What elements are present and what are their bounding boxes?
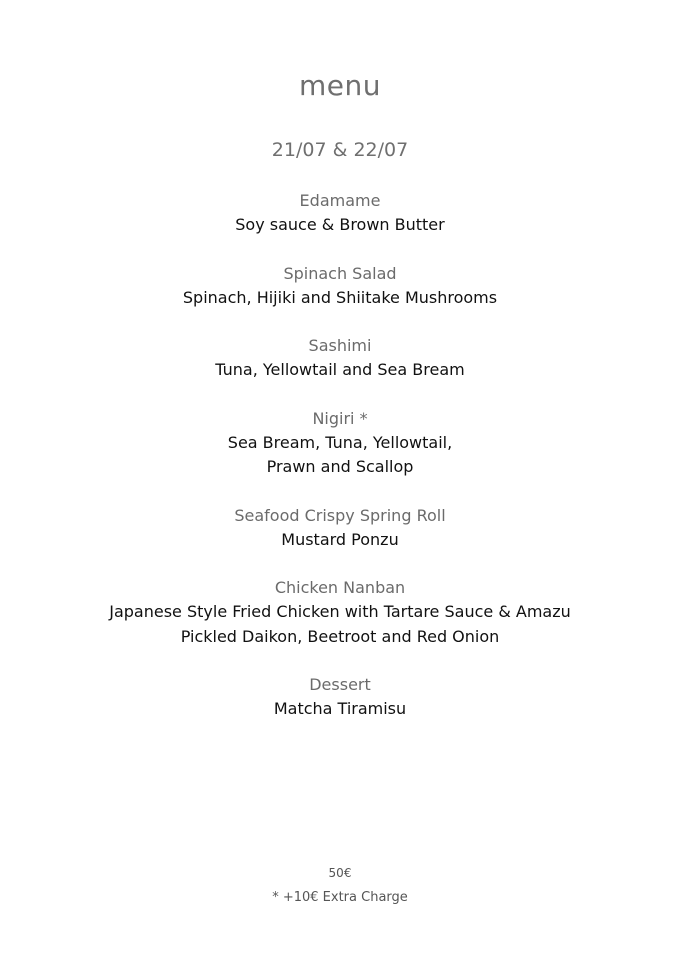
course-description [0, 286, 680, 311]
course-sashimi [0, 333, 680, 383]
course-description-line: Tuna, Yellowtail and Sea Bream [215, 360, 465, 379]
course-spinach-salad [0, 261, 680, 311]
course-list [0, 188, 680, 745]
course-name: Nigiri * [312, 408, 368, 428]
course-description-line: Japanese Style Fried Chicken with Tartare Sauce & Amazu [109, 602, 571, 621]
menu-price: 50€ [328, 866, 352, 880]
course-edamame [0, 188, 680, 238]
course-spring-roll [0, 503, 680, 553]
menu-title: menu [299, 69, 381, 102]
course-name: Seafood Crispy Spring Roll [234, 505, 446, 525]
course-name: Chicken Nanban [274, 578, 406, 597]
course-name: Spinach Salad [283, 263, 397, 283]
course-description [0, 213, 680, 238]
course-description [0, 431, 680, 480]
course-description-line: Pickled Daikon, Beetroot and Red Onion [180, 626, 500, 646]
course-name: Sashimi [308, 336, 372, 355]
course-description-line: Spinach, Hijiki and Shiitake Mushrooms [182, 287, 498, 307]
menu-dates: 21/07 & 22/07 [271, 139, 409, 161]
course-description-line: Soy sauce & Brown Butter [235, 215, 445, 234]
course-description [0, 528, 680, 553]
course-name: Edamame [299, 191, 381, 210]
course-description-line: Prawn and Scallop [266, 457, 414, 476]
extra-charge-note: * +10€ Extra Charge [272, 890, 408, 905]
course-chicken-nanban [0, 575, 680, 649]
course-description-line: Sea Bream, Tuna, Yellowtail, [227, 432, 453, 452]
course-description [0, 358, 680, 383]
course-description [0, 697, 680, 722]
course-description-line: Mustard Ponzu [281, 529, 399, 549]
course-name: Dessert [309, 675, 371, 694]
course-nigiri [0, 406, 680, 480]
course-description [0, 600, 680, 649]
course-dessert [0, 672, 680, 722]
course-description-line: Matcha Tiramisu [273, 699, 407, 718]
